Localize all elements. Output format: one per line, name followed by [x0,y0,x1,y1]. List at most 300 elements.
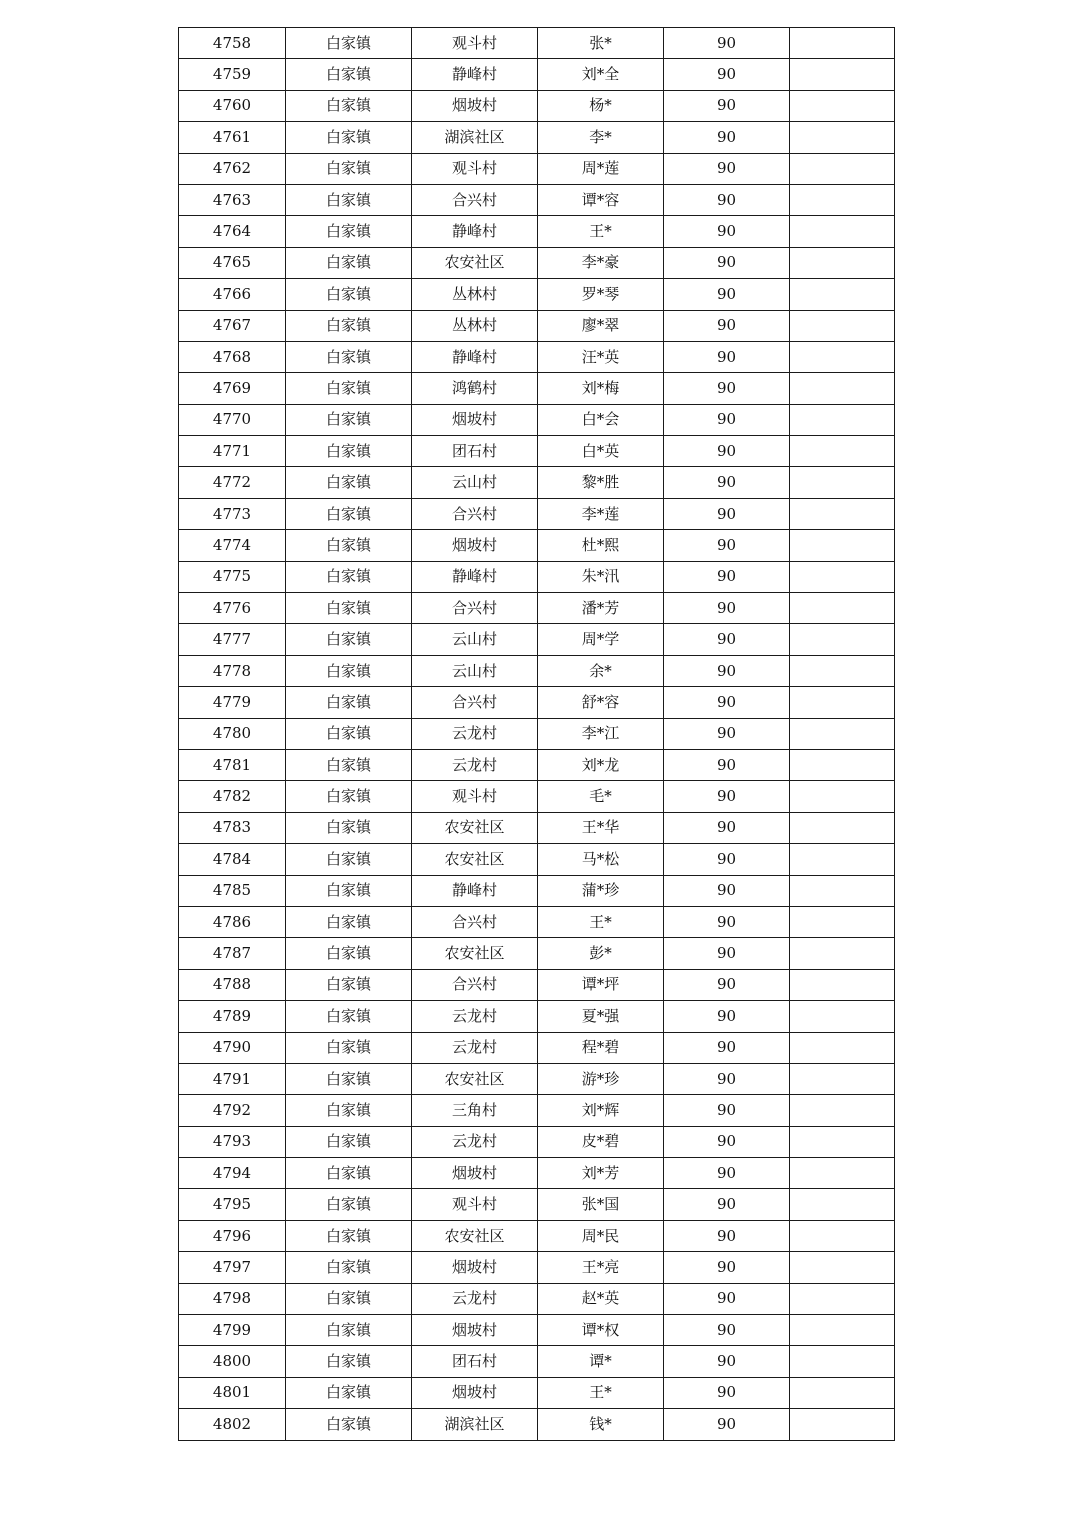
table-row [179,593,895,624]
cell-town: 白家镇 [286,844,412,875]
cell-serial-number: 4797 [179,1252,286,1283]
table-row [179,90,895,121]
cell-town: 白家镇 [286,1063,412,1094]
cell-amount: 90 [664,844,790,875]
cell-amount: 90 [664,718,790,749]
cell-amount: 90 [664,279,790,310]
table-row [179,436,895,467]
cell-village: 湖滨社区 [412,1409,538,1440]
cell-name: 王* [538,216,664,247]
cell-amount: 90 [664,373,790,404]
cell-name: 刘*芳 [538,1158,664,1189]
cell-serial-number: 4782 [179,781,286,812]
cell-name: 毛* [538,781,664,812]
cell-name: 程*碧 [538,1032,664,1063]
cell-serial-number: 4799 [179,1315,286,1346]
cell-town: 白家镇 [286,1158,412,1189]
cell-name: 王* [538,1377,664,1408]
cell-remark [790,969,895,1000]
cell-name: 舒*容 [538,687,664,718]
cell-serial-number: 4771 [179,436,286,467]
cell-remark [790,1158,895,1189]
table-row [179,1095,895,1126]
cell-amount: 90 [664,781,790,812]
cell-remark [790,875,895,906]
cell-remark [790,1283,895,1314]
cell-town: 白家镇 [286,938,412,969]
table-row [179,906,895,937]
cell-name: 彭* [538,938,664,969]
table-body [179,28,895,1441]
table-row [179,1346,895,1377]
cell-village: 观斗村 [412,781,538,812]
cell-amount: 90 [664,561,790,592]
cell-remark [790,812,895,843]
cell-amount: 90 [664,436,790,467]
cell-remark [790,216,895,247]
cell-name: 刘*梅 [538,373,664,404]
cell-name: 李* [538,122,664,153]
cell-town: 白家镇 [286,718,412,749]
cell-town: 白家镇 [286,593,412,624]
cell-village: 合兴村 [412,184,538,215]
cell-serial-number: 4772 [179,467,286,498]
table-row [179,184,895,215]
cell-amount: 90 [664,875,790,906]
cell-amount: 90 [664,969,790,1000]
cell-serial-number: 4790 [179,1032,286,1063]
table-row [179,373,895,404]
table-row [179,247,895,278]
cell-amount: 90 [664,1220,790,1251]
cell-town: 白家镇 [286,1409,412,1440]
cell-amount: 90 [664,1063,790,1094]
cell-amount: 90 [664,1189,790,1220]
cell-village: 农安社区 [412,844,538,875]
cell-amount: 90 [664,404,790,435]
cell-town: 白家镇 [286,624,412,655]
cell-amount: 90 [664,530,790,561]
table-row [179,310,895,341]
cell-name: 白*英 [538,436,664,467]
data-table [178,27,895,1441]
cell-town: 白家镇 [286,1126,412,1157]
cell-town: 白家镇 [286,310,412,341]
cell-village: 合兴村 [412,906,538,937]
cell-village: 烟坡村 [412,530,538,561]
cell-remark [790,624,895,655]
cell-remark [790,781,895,812]
table-row [179,1032,895,1063]
cell-town: 白家镇 [286,153,412,184]
cell-village: 农安社区 [412,1220,538,1251]
cell-name: 李*江 [538,718,664,749]
cell-amount: 90 [664,906,790,937]
table-row [179,404,895,435]
cell-remark [790,498,895,529]
cell-town: 白家镇 [286,906,412,937]
table-row [179,718,895,749]
table-row [179,624,895,655]
table-row [179,1220,895,1251]
table-row [179,1409,895,1440]
cell-town: 白家镇 [286,875,412,906]
cell-amount: 90 [664,498,790,529]
cell-remark [790,906,895,937]
cell-serial-number: 4780 [179,718,286,749]
cell-remark [790,561,895,592]
cell-village: 合兴村 [412,687,538,718]
cell-serial-number: 4798 [179,1283,286,1314]
cell-village: 团石村 [412,1346,538,1377]
table-row [179,153,895,184]
cell-town: 白家镇 [286,1346,412,1377]
cell-village: 烟坡村 [412,90,538,121]
cell-amount: 90 [664,216,790,247]
cell-village: 云龙村 [412,1001,538,1032]
cell-amount: 90 [664,938,790,969]
cell-town: 白家镇 [286,1377,412,1408]
cell-amount: 90 [664,1252,790,1283]
cell-town: 白家镇 [286,59,412,90]
cell-village: 鸿鹤村 [412,373,538,404]
cell-serial-number: 4785 [179,875,286,906]
cell-name: 刘*辉 [538,1095,664,1126]
cell-name: 周*民 [538,1220,664,1251]
cell-village: 静峰村 [412,216,538,247]
cell-village: 观斗村 [412,28,538,59]
cell-amount: 90 [664,247,790,278]
cell-remark [790,1126,895,1157]
cell-name: 赵*英 [538,1283,664,1314]
cell-town: 白家镇 [286,498,412,529]
cell-remark [790,844,895,875]
cell-serial-number: 4783 [179,812,286,843]
table-row [179,498,895,529]
cell-village: 团石村 [412,436,538,467]
cell-town: 白家镇 [286,812,412,843]
cell-village: 观斗村 [412,1189,538,1220]
cell-name: 张*国 [538,1189,664,1220]
cell-serial-number: 4776 [179,593,286,624]
cell-amount: 90 [664,687,790,718]
cell-serial-number: 4763 [179,184,286,215]
cell-town: 白家镇 [286,655,412,686]
cell-serial-number: 4795 [179,1189,286,1220]
cell-remark [790,1001,895,1032]
cell-name: 谭*容 [538,184,664,215]
cell-village: 农安社区 [412,812,538,843]
cell-serial-number: 4760 [179,90,286,121]
cell-village: 云山村 [412,624,538,655]
table-row [179,1126,895,1157]
cell-amount: 90 [664,1158,790,1189]
cell-name: 谭*坪 [538,969,664,1000]
cell-amount: 90 [664,749,790,780]
cell-amount: 90 [664,153,790,184]
cell-village: 云龙村 [412,1283,538,1314]
cell-serial-number: 4793 [179,1126,286,1157]
cell-town: 白家镇 [286,1095,412,1126]
table-row [179,938,895,969]
cell-village: 农安社区 [412,247,538,278]
table-row [179,969,895,1000]
cell-amount: 90 [664,1283,790,1314]
cell-village: 农安社区 [412,1063,538,1094]
table-row [179,561,895,592]
cell-village: 云龙村 [412,749,538,780]
cell-town: 白家镇 [286,1001,412,1032]
cell-serial-number: 4800 [179,1346,286,1377]
cell-name: 杨* [538,90,664,121]
cell-village: 静峰村 [412,341,538,372]
table-row [179,1315,895,1346]
table-row [179,216,895,247]
cell-serial-number: 4789 [179,1001,286,1032]
cell-remark [790,938,895,969]
cell-amount: 90 [664,1409,790,1440]
cell-amount: 90 [664,1346,790,1377]
cell-village: 合兴村 [412,969,538,1000]
cell-remark [790,1032,895,1063]
cell-amount: 90 [664,122,790,153]
cell-town: 白家镇 [286,530,412,561]
table-row [179,530,895,561]
cell-town: 白家镇 [286,1252,412,1283]
cell-town: 白家镇 [286,279,412,310]
cell-name: 李*莲 [538,498,664,529]
cell-remark [790,530,895,561]
cell-serial-number: 4761 [179,122,286,153]
cell-name: 王* [538,906,664,937]
cell-village: 静峰村 [412,875,538,906]
cell-remark [790,718,895,749]
cell-serial-number: 4765 [179,247,286,278]
cell-town: 白家镇 [286,1220,412,1251]
cell-village: 烟坡村 [412,1252,538,1283]
cell-name: 廖*翠 [538,310,664,341]
cell-town: 白家镇 [286,561,412,592]
cell-name: 余* [538,655,664,686]
cell-remark [790,467,895,498]
cell-remark [790,1063,895,1094]
cell-remark [790,59,895,90]
table-row [179,279,895,310]
table-row [179,844,895,875]
table-row [179,341,895,372]
cell-name: 皮*碧 [538,1126,664,1157]
cell-village: 合兴村 [412,498,538,529]
cell-amount: 90 [664,593,790,624]
cell-name: 钱* [538,1409,664,1440]
table-row [179,1001,895,1032]
cell-amount: 90 [664,59,790,90]
cell-village: 湖滨社区 [412,122,538,153]
cell-remark [790,184,895,215]
cell-serial-number: 4791 [179,1063,286,1094]
cell-name: 周*莲 [538,153,664,184]
cell-amount: 90 [664,624,790,655]
table-row [179,28,895,59]
cell-amount: 90 [664,812,790,843]
cell-name: 王*亮 [538,1252,664,1283]
cell-remark [790,310,895,341]
cell-amount: 90 [664,1377,790,1408]
cell-name: 潘*芳 [538,593,664,624]
cell-village: 云龙村 [412,1126,538,1157]
cell-remark [790,373,895,404]
cell-village: 云龙村 [412,718,538,749]
cell-serial-number: 4770 [179,404,286,435]
cell-town: 白家镇 [286,969,412,1000]
cell-serial-number: 4768 [179,341,286,372]
cell-town: 白家镇 [286,1032,412,1063]
cell-village: 烟坡村 [412,404,538,435]
cell-serial-number: 4758 [179,28,286,59]
cell-serial-number: 4778 [179,655,286,686]
table-row [179,1252,895,1283]
cell-village: 丛林村 [412,310,538,341]
table-row [179,59,895,90]
table-row [179,875,895,906]
cell-town: 白家镇 [286,373,412,404]
cell-serial-number: 4762 [179,153,286,184]
cell-village: 云龙村 [412,1032,538,1063]
cell-serial-number: 4802 [179,1409,286,1440]
cell-serial-number: 4766 [179,279,286,310]
cell-town: 白家镇 [286,341,412,372]
cell-serial-number: 4764 [179,216,286,247]
cell-town: 白家镇 [286,404,412,435]
cell-remark [790,593,895,624]
cell-remark [790,749,895,780]
table-row [179,1189,895,1220]
cell-remark [790,1409,895,1440]
cell-village: 烟坡村 [412,1377,538,1408]
cell-town: 白家镇 [286,749,412,780]
cell-remark [790,153,895,184]
cell-name: 黎*胜 [538,467,664,498]
table-row [179,749,895,780]
cell-amount: 90 [664,28,790,59]
cell-serial-number: 4767 [179,310,286,341]
cell-name: 李*豪 [538,247,664,278]
cell-name: 马*松 [538,844,664,875]
table-row [179,1063,895,1094]
cell-serial-number: 4784 [179,844,286,875]
cell-village: 云山村 [412,467,538,498]
cell-town: 白家镇 [286,467,412,498]
cell-village: 云山村 [412,655,538,686]
cell-name: 罗*琴 [538,279,664,310]
cell-town: 白家镇 [286,28,412,59]
cell-remark [790,1095,895,1126]
cell-town: 白家镇 [286,216,412,247]
cell-name: 刘*全 [538,59,664,90]
cell-serial-number: 4788 [179,969,286,1000]
table-row [179,122,895,153]
cell-amount: 90 [664,1315,790,1346]
cell-remark [790,1252,895,1283]
cell-name: 夏*强 [538,1001,664,1032]
cell-village: 烟坡村 [412,1158,538,1189]
cell-serial-number: 4786 [179,906,286,937]
cell-name: 游*珍 [538,1063,664,1094]
cell-serial-number: 4792 [179,1095,286,1126]
cell-amount: 90 [664,341,790,372]
cell-village: 合兴村 [412,593,538,624]
cell-serial-number: 4777 [179,624,286,655]
table-row [179,1158,895,1189]
cell-remark [790,655,895,686]
cell-name: 白*会 [538,404,664,435]
cell-amount: 90 [664,310,790,341]
cell-remark [790,279,895,310]
cell-serial-number: 4769 [179,373,286,404]
cell-remark [790,247,895,278]
cell-serial-number: 4781 [179,749,286,780]
cell-village: 观斗村 [412,153,538,184]
cell-remark [790,122,895,153]
table-row [179,812,895,843]
cell-amount: 90 [664,1001,790,1032]
cell-serial-number: 4759 [179,59,286,90]
cell-remark [790,28,895,59]
cell-village: 烟坡村 [412,1315,538,1346]
cell-town: 白家镇 [286,184,412,215]
cell-amount: 90 [664,467,790,498]
cell-remark [790,1377,895,1408]
cell-remark [790,436,895,467]
cell-name: 刘*龙 [538,749,664,780]
cell-serial-number: 4801 [179,1377,286,1408]
cell-town: 白家镇 [286,436,412,467]
table-row [179,1377,895,1408]
cell-town: 白家镇 [286,247,412,278]
cell-amount: 90 [664,1032,790,1063]
cell-village: 农安社区 [412,938,538,969]
table-row [179,687,895,718]
cell-town: 白家镇 [286,1283,412,1314]
cell-town: 白家镇 [286,90,412,121]
cell-village: 静峰村 [412,561,538,592]
cell-amount: 90 [664,184,790,215]
cell-serial-number: 4779 [179,687,286,718]
cell-serial-number: 4774 [179,530,286,561]
cell-serial-number: 4773 [179,498,286,529]
cell-remark [790,404,895,435]
cell-name: 朱*汛 [538,561,664,592]
table-row [179,1283,895,1314]
cell-serial-number: 4787 [179,938,286,969]
cell-remark [790,341,895,372]
cell-town: 白家镇 [286,687,412,718]
cell-town: 白家镇 [286,122,412,153]
cell-remark [790,1189,895,1220]
cell-amount: 90 [664,655,790,686]
cell-remark [790,1346,895,1377]
cell-name: 谭* [538,1346,664,1377]
cell-serial-number: 4775 [179,561,286,592]
cell-village: 丛林村 [412,279,538,310]
cell-town: 白家镇 [286,1315,412,1346]
table-row [179,467,895,498]
cell-village: 静峰村 [412,59,538,90]
cell-name: 张* [538,28,664,59]
cell-town: 白家镇 [286,1189,412,1220]
cell-amount: 90 [664,1095,790,1126]
cell-serial-number: 4794 [179,1158,286,1189]
